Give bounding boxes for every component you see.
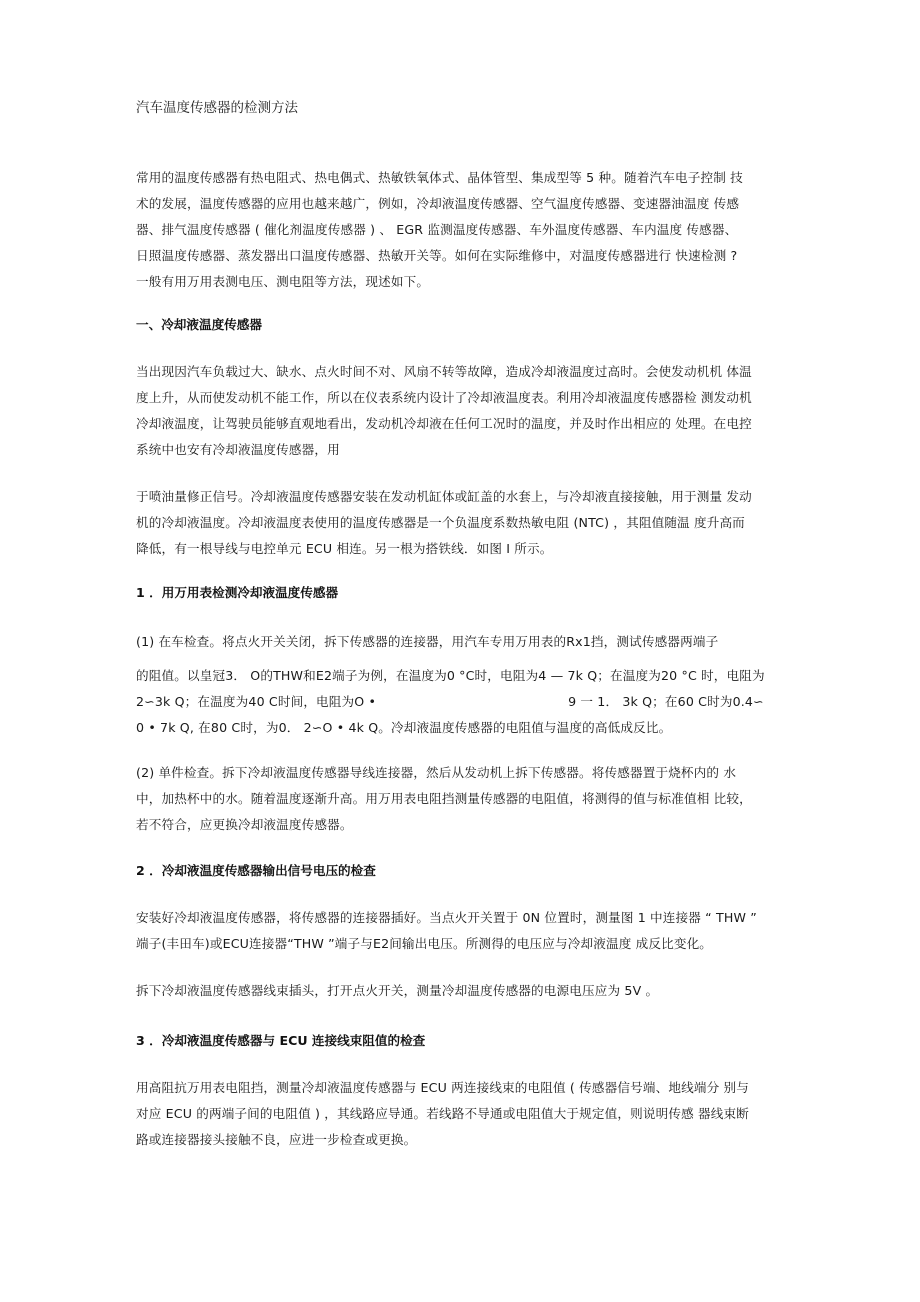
text-line: 常用的温度传感器有热电阻式、热电偶式、热敏铁氧体式、晶体管型、集成型等 5 种。随着汽车电子控制 技 (136, 170, 743, 185)
text-line: 对应 ECU 的两端子间的电阻值 ) ，其线路应导通。若线路不导通或电阻值大于规定值，则说明传感 器线束断 (136, 1106, 749, 1121)
item1-resistance-values (136, 663, 788, 741)
text-line (136, 689, 788, 715)
text-line: 机的冷却液温度。冷却液温度表使用的温度传感器是一个负温度系数热敏电阻 (NTC) ，其阻值随温 度升高而 (136, 515, 745, 530)
text-line: 冷却液温度，让驾驶员能够直观地看出，发动机冷却液在任何工况时的温度，并及时作出相应的 处理。在电控 (136, 416, 752, 431)
text-line: 端子(丰田车)或ECU连接器“THW ”端子与E2间输出电压。所测得的电压应与冷却液温度 成反比变化。 (136, 936, 713, 951)
subsection-heading-signal-voltage: 2 ．冷却液温度传感器输出信号电压的检查 (136, 863, 376, 878)
sub3-paragraph (136, 1075, 788, 1153)
text-line: 拆下冷却液温度传感器线束插头，打开点火开关，测量冷却温度传感器的电源电压应为 5V 。 (136, 983, 659, 998)
intro-paragraph (136, 165, 788, 295)
text-line: 中，加热杯中的水。随着温度逐渐升高。用万用表电阻挡测量传感器的电阻值，将测得的值与标准值相 比较， (136, 791, 752, 806)
text-line: 0 • 7k Q, 在80 C时，为0． 2∽O • 4k Q。冷却液温度传感器的电阻值与温度的高低成反比。 (136, 720, 672, 735)
text-line: (2) 单件检查。拆下冷却液温度传感器导线连接器，然后从发动机上拆下传感器。将传感器置于烧杯内的 水 (136, 765, 737, 780)
text-fragment: 9 一 1． 3k Q；在60 C时为0.4∽ (568, 694, 764, 709)
text-fragment: 2∽3k Q；在温度为40 C时间，电阻为O • (136, 694, 377, 709)
text-line: 当出现因汽车负载过大、缺水、点火时间不对、风扇不转等故障，造成冷却液温度过高时。会使发动机机 体温 (136, 364, 752, 379)
text-line: 安装好冷却液温度传感器，将传感器的连接器插好。当点火开关置于 0N 位置时，测量图 1 中连接器 “ THW ” (136, 910, 757, 925)
text-line: 系统中也安有冷却液温度传感器，用 (136, 442, 340, 457)
sub2-paragraph-2 (136, 978, 788, 1004)
item2-paragraph (136, 760, 788, 838)
text-line: 一般有用万用表测电压、测电阻等方法，现述如下。 (136, 274, 430, 289)
item1-first-line (136, 629, 788, 655)
text-line: 于喷油量修正信号。冷却液温度传感器安装在发动机缸体或缸盖的水套上，与冷却液直接接触，用于测量 发动 (136, 489, 752, 504)
subsection-heading-harness-resistance: 3 ．冷却液温度传感器与 ECU 连接线束阻值的检查 (136, 1033, 426, 1048)
text-line: 器、排气温度传感器 ( 催化剂温度传感器 ) 、 EGR 监测温度传感器、车外温度传感器、车内温度 传感器、 (136, 222, 738, 237)
section-heading-coolant-sensor: 一、冷却液温度传感器 (136, 317, 262, 332)
text-line: 降低，有一根导线与电控单元 ECU 相连。另一根为搭铁线．如图 I 所示。 (136, 541, 553, 556)
document-title: 汽车温度传感器的检测方法 (136, 100, 298, 116)
text-line: 路或连接器接头接触不良，应进一步检查或更换。 (136, 1132, 417, 1147)
sub2-paragraph-1 (136, 905, 788, 957)
text-line: 用高阻抗万用表电阻挡，测量冷却液温度传感器与 ECU 两连接线束的电阻值 ( 传感器信号端、地线端分 别与 (136, 1080, 749, 1095)
section1-paragraph-2 (136, 484, 788, 562)
text-line: (1) 在车检查。将点火开关关闭，拆下传感器的连接器，用汽车专用万用表的Rx1挡，测试传感器两端子 (136, 634, 719, 649)
text-line: 术的发展，温度传感器的应用也越来越广，例如，冷却液温度传感器、空气温度传感器、变速器油温度 传感 (136, 196, 740, 211)
text-line: 日照温度传感器、蒸发器出口温度传感器、热敏开关等。如何在实际维修中，对温度传感器进行 快速检测 ? (136, 248, 738, 263)
text-line: 若不符合，应更换冷却液温度传感器。 (136, 817, 353, 832)
subsection-heading-multimeter-check: 1 ．用万用表检测冷却液温度传感器 (136, 585, 339, 600)
text-line: 度上升，从而使发动机不能工作，所以在仪表系统内设计了冷却液温度表。利用冷却液温度传感器检 测发动机 (136, 390, 752, 405)
section1-paragraph-1 (136, 359, 788, 463)
text-line: 的阻值。以皇冠3． O的THW和E2端子为例，在温度为0 °C时，电阻为4 — 7k Q；在温度为20 °C 时，电阻为 (136, 668, 765, 683)
